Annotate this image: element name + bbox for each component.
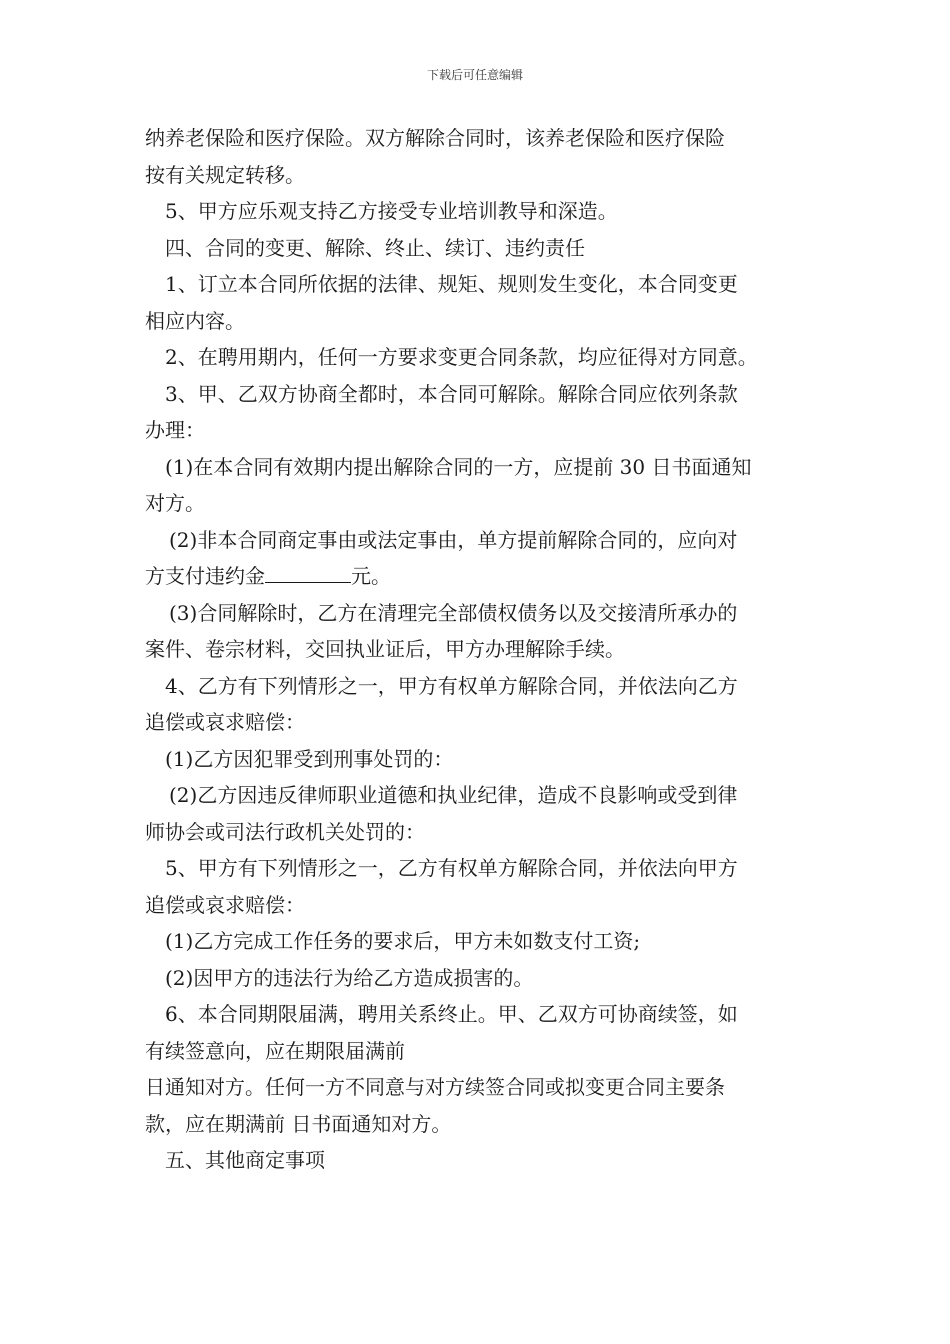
clause-line: 1、订立本合同所依据的法律、规矩、规则发生变化，本合同变更	[165, 272, 738, 296]
paragraph-line: 按有关规定转移。	[145, 162, 305, 187]
clause-line: 2、在聘用期内，任何一方要求变更合同条款，均应征得对方同意。	[165, 345, 758, 369]
paragraph-line: 师协会或司法行政机关处罚的：	[145, 819, 425, 844]
clause-line: 6、本合同期限届满，聘用关系终止。甲、乙双方可协商续签，如	[165, 1002, 738, 1026]
penalty-line	[145, 558, 815, 595]
paragraph-line: 追偿或哀求赔偿：	[145, 710, 305, 734]
sub-clause-line: (2)非本合同商定事由或法定事由，单方提前解除合同的，应向对	[169, 527, 738, 552]
section-heading: 五、其他商定事项	[165, 1148, 325, 1172]
paragraph-line: 案件、卷宗材料，交回执业证后，甲方办理解除手续。	[145, 637, 625, 661]
paragraph-line: 办理：	[145, 418, 205, 442]
clause-line: 5、甲方有下列情形之一，乙方有权单方解除合同，并依法向甲方	[165, 856, 738, 880]
header-note: 下载后可任意编辑	[426, 68, 523, 82]
paragraph-line: 有续签意向，应在期限届满前	[145, 1038, 405, 1063]
penalty-amount-blank	[265, 562, 351, 583]
penalty-unit: 元。	[351, 564, 391, 588]
sub-clause-line: (1)在本合同有效期内提出解除合同的一方，应提前 30 日书面通知	[165, 454, 752, 479]
paragraph-line: 日通知对方。任何一方不同意与对方续签合同或拟变更合同主要条	[145, 1075, 725, 1099]
sub-clause-line: (1)乙方完成工作任务的要求后，甲方未如数支付工资;	[165, 929, 641, 953]
paragraph-line: 相应内容。	[145, 308, 245, 333]
paragraph-line: 纳养老保险和医疗保险。双方解除合同时，该养老保险和医疗保险	[145, 126, 725, 150]
paragraph-line: 追偿或哀求赔偿：	[145, 892, 305, 917]
penalty-text: 方支付违约金	[145, 564, 265, 588]
clause-line: 5、甲方应乐观支持乙方接受专业培训教导和深造。	[165, 199, 618, 223]
paragraph-line: 对方。	[145, 491, 205, 515]
sub-clause-line: (3)合同解除时，乙方在清理完全部债权债务以及交接清所承办的	[169, 600, 738, 625]
clause-line: 3、甲、乙双方协商全都时，本合同可解除。解除合同应依列条款	[165, 381, 738, 406]
section-heading: 四、合同的变更、解除、终止、续订、违约责任	[165, 235, 585, 260]
sub-clause-line: (2)因甲方的违法行为给乙方造成损害的。	[165, 965, 534, 990]
sub-clause-line: (2)乙方因违反律师职业道德和执业纪律，造成不良影响或受到律	[169, 783, 738, 807]
paragraph-line: 款，应在期满前 日书面通知对方。	[145, 1111, 452, 1136]
document-body	[145, 120, 815, 1179]
clause-line: 4、乙方有下列情形之一，甲方有权单方解除合同，并依法向乙方	[165, 673, 738, 698]
sub-clause-line: (1)乙方因犯罪受到刑事处罚的：	[165, 746, 454, 771]
